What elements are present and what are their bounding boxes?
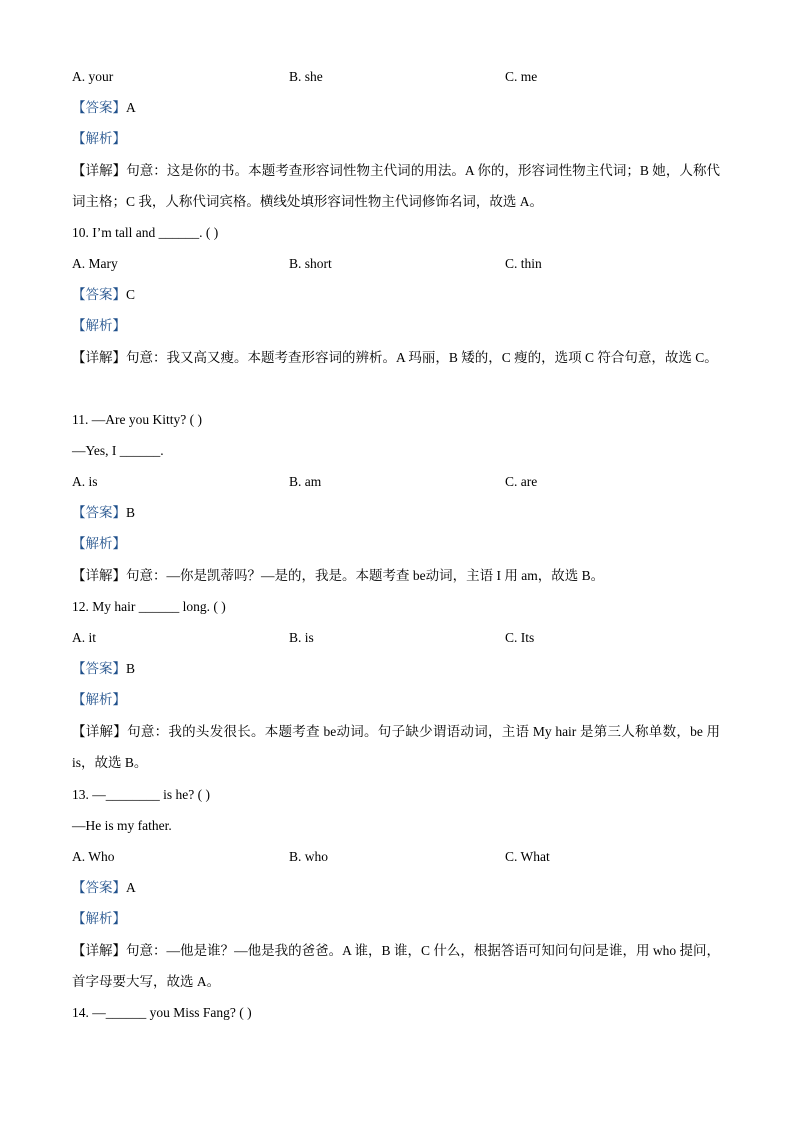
detail-tag: 【详解】 [72, 350, 126, 365]
detail-text: 句意：这是你的书。本题考查形容词性物主代词的用法。A 你的，形容词性物主代词；B 她，人称代词主格；C 我，人称代词宾格。横线处填形容词性物主代词修饰名词，故选 A。 [72, 163, 721, 209]
option-c: C. are [505, 474, 538, 489]
detail-text: 句意：我又高又瘦。本题考查形容词的辨析。A 玛丽，B 矮的，C 瘦的，选项 C 符合句意，故选 C。 [126, 350, 718, 365]
option-a: A. Who [72, 849, 115, 864]
analysis-line [72, 535, 126, 553]
analysis-line [72, 691, 126, 709]
detail-paragraph [72, 716, 720, 778]
detail-paragraph [72, 935, 720, 997]
answer-tag: 【答案】 [72, 880, 126, 895]
question-stem: 10. I’m tall and ______. ( ) [72, 225, 219, 240]
detail-text: 句意：—他是谁？—他是我的爸爸。A 谁，B 谁，C 什么，根据答语可知问句问是谁，用 who 提问，首字母要大写，故选 A。 [72, 943, 720, 989]
answer-value: C [126, 287, 136, 302]
analysis-line [72, 317, 126, 335]
answer-tag: 【答案】 [72, 661, 126, 676]
analysis-tag: 【解析】 [72, 692, 126, 707]
analysis-tag: 【解析】 [72, 318, 126, 333]
detail-paragraph [72, 342, 720, 373]
answer-tag: 【答案】 [72, 100, 126, 115]
detail-paragraph [72, 560, 720, 591]
answer-value: A [126, 880, 136, 895]
answer-line [72, 504, 135, 522]
option-a: A. Mary [72, 256, 118, 271]
question-stem: 14. —______ you Miss Fang? ( ) [72, 1005, 252, 1020]
question-stem-response: —Yes, I ______. [72, 443, 164, 458]
option-c: C. thin [505, 256, 542, 271]
analysis-tag: 【解析】 [72, 536, 126, 551]
detail-tag: 【详解】 [72, 943, 127, 958]
answer-value: B [126, 505, 136, 520]
answer-value: A [126, 100, 136, 115]
option-c: C. Its [505, 630, 535, 645]
analysis-tag: 【解析】 [72, 911, 126, 926]
option-b: B. short [289, 256, 332, 271]
detail-tag: 【详解】 [72, 568, 126, 583]
answer-tag: 【答案】 [72, 505, 126, 520]
option-b: B. who [289, 849, 329, 864]
question-stem-response: —He is my father. [72, 818, 172, 833]
detail-text: 句意：我的头发很长。本题考查 be动词。句子缺少谓语动词，主语 My hair 是第三人称单数，be 用 is，故选 B。 [72, 724, 720, 770]
detail-tag: 【详解】 [72, 163, 127, 178]
option-a: A. it [72, 630, 97, 645]
option-c: C. me [505, 69, 538, 84]
answer-tag: 【答案】 [72, 287, 126, 302]
question-stem: 12. My hair ______ long. ( ) [72, 599, 226, 614]
option-c: C. What [505, 849, 550, 864]
analysis-line [72, 910, 126, 928]
analysis-line [72, 130, 126, 148]
detail-text: 句意：—你是凯蒂吗？—是的，我是。本题考查 be动词，主语 I 用 am，故选 B。 [126, 568, 605, 583]
answer-line [72, 879, 136, 897]
answer-line [72, 99, 136, 117]
answer-line [72, 286, 135, 304]
option-b: B. is [289, 630, 314, 645]
option-b: B. am [289, 474, 322, 489]
question-stem: 11. —Are you Kitty? ( ) [72, 412, 202, 427]
detail-paragraph [72, 155, 720, 217]
detail-tag: 【详解】 [72, 724, 128, 739]
option-b: B. she [289, 69, 323, 84]
analysis-tag: 【解析】 [72, 131, 126, 146]
option-a: A. your [72, 69, 114, 84]
option-a: A. is [72, 474, 98, 489]
question-stem: 13. —________ is he? ( ) [72, 787, 210, 802]
answer-line [72, 660, 135, 678]
answer-value: B [126, 661, 136, 676]
